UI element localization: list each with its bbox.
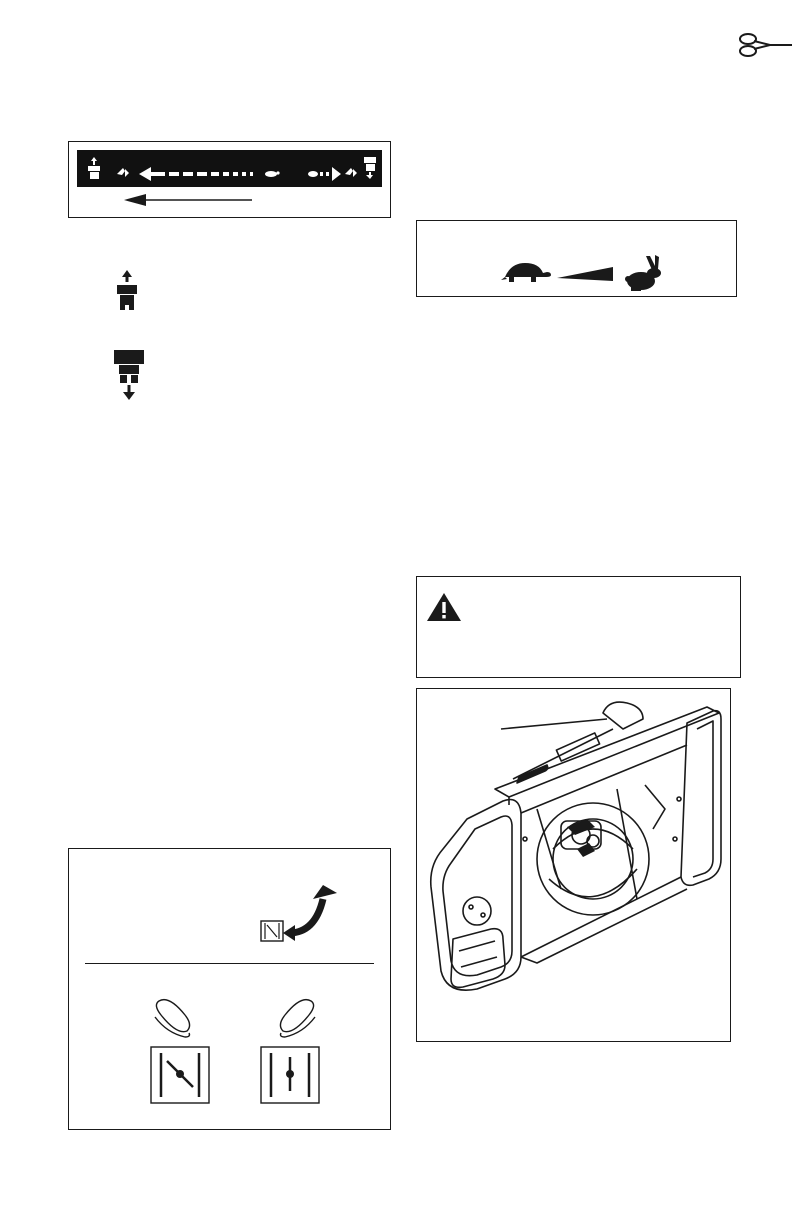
deflector-left-icon <box>149 995 211 1105</box>
chute-down-icon <box>364 157 376 179</box>
rabbit-icon <box>625 255 661 291</box>
divider-line <box>85 963 374 964</box>
reverse-arrow-icon <box>139 167 253 181</box>
warning-triangle-icon <box>426 592 462 622</box>
deflector-decal-panel <box>68 848 391 1130</box>
shift-speed-decal-strip <box>77 150 382 187</box>
rotate-arrow-icon <box>257 885 339 947</box>
chute-tilt-up-icon <box>114 268 140 312</box>
scissors-cut-line-icon <box>738 30 792 60</box>
forward-arrow-icon <box>308 167 357 181</box>
chute-tilt-down-icon <box>114 349 146 403</box>
direction-arrow-icon <box>124 193 254 207</box>
deflector-center-icon <box>259 995 321 1105</box>
warning-panel <box>416 576 741 678</box>
auger-illustration-panel <box>416 688 731 1042</box>
turtle-slow-icon <box>265 171 280 177</box>
chute-up-icon <box>88 157 100 179</box>
drive-wheel-icon <box>117 168 129 177</box>
turtle-icon <box>501 263 551 282</box>
shift-speed-decal-panel <box>68 141 391 218</box>
auger-housing-illustration <box>417 689 730 1041</box>
speed-wedge-icon <box>557 267 613 281</box>
speed-decal-panel <box>416 220 737 297</box>
